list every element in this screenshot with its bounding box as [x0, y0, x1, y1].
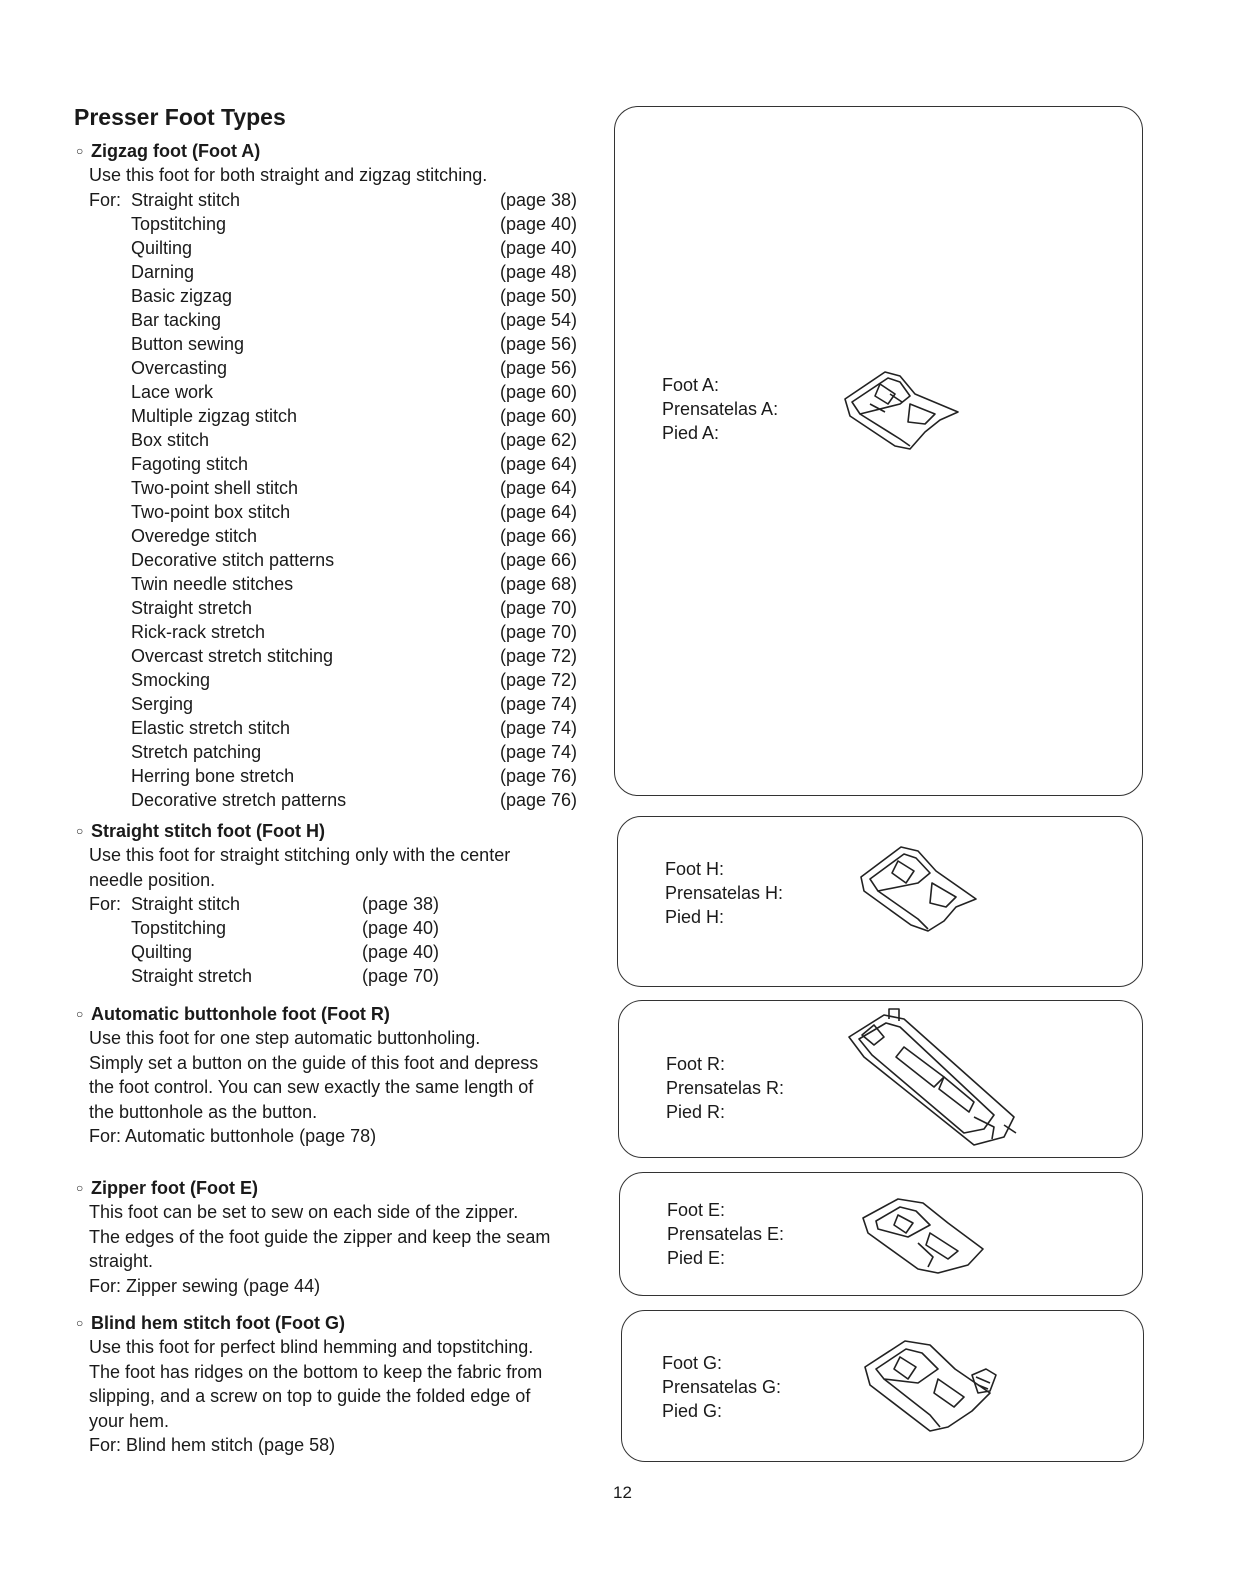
- item-name: Straight stretch: [131, 597, 253, 618]
- item-page: (page 56): [500, 357, 578, 378]
- section-description: slipping, and a screw on top to guide the folded edge of: [89, 1386, 531, 1406]
- item-name: Topstitching: [131, 213, 227, 234]
- item-page: (page 72): [500, 669, 578, 690]
- item-page: (page 62): [500, 429, 578, 450]
- item-name: Stretch patching: [131, 741, 262, 762]
- list-item: [89, 428, 614, 452]
- item-name: Bar tacking: [131, 309, 222, 330]
- for-label: [89, 644, 131, 668]
- for-label: [89, 380, 131, 404]
- list-item: [89, 788, 614, 812]
- page-title: Presser Foot Types: [74, 104, 286, 130]
- item-page: (page 60): [500, 405, 578, 426]
- item-name: Serging: [131, 693, 194, 714]
- section-description: Use this foot for straight stitching only with the center: [89, 845, 511, 865]
- list-item: [89, 476, 614, 500]
- zipper-foot-e-icon: [858, 1193, 988, 1277]
- for-label: [89, 620, 131, 644]
- foot-r-box: [618, 1000, 1143, 1158]
- for-label: [89, 964, 131, 988]
- item-page: (page 74): [500, 741, 578, 762]
- for-label: [89, 404, 131, 428]
- section-title: ○ Blind hem stitch foot (Foot G): [76, 1313, 345, 1333]
- item-page: (page 38): [362, 894, 440, 914]
- item-page: (page 68): [500, 573, 578, 594]
- section-description: The edges of the foot guide the zipper and keep the seam: [89, 1226, 551, 1247]
- section-title: ○ Automatic buttonhole foot (Foot R): [76, 1004, 390, 1024]
- item-page: (page 40): [362, 918, 440, 938]
- section-description: For: Automatic buttonhole (page 78): [89, 1126, 377, 1146]
- item-page: (page 74): [500, 693, 578, 714]
- item-page: (page 74): [500, 717, 578, 738]
- list-item: [89, 940, 614, 964]
- item-page: (page 56): [500, 333, 578, 354]
- bullet-icon: ○: [76, 1181, 84, 1195]
- item-name: Decorative stitch patterns: [131, 549, 335, 570]
- usage-list: [89, 892, 614, 988]
- list-item: [89, 916, 614, 940]
- list-item: [89, 356, 614, 380]
- item-name: Box stitch: [131, 429, 210, 450]
- list-item: [89, 332, 614, 356]
- item-name: Straight stretch: [131, 966, 253, 986]
- item-name: Lace work: [131, 381, 214, 402]
- item-page: (page 50): [500, 285, 578, 306]
- foot-labels: Foot G: Prensatelas G: Pied G:: [662, 1353, 782, 1421]
- for-label: [89, 940, 131, 964]
- item-name: Overcast stretch stitching: [131, 645, 334, 666]
- section-title: ○ Zipper foot (Foot E): [76, 1178, 258, 1198]
- item-name: Twin needle stitches: [131, 573, 294, 594]
- item-page: (page 70): [500, 621, 578, 642]
- section-title: ○ Zigzag foot (Foot A): [76, 141, 261, 161]
- list-item: [89, 716, 614, 740]
- foot-a-box: [614, 106, 1143, 796]
- section-description: Use this foot for one step automatic buttonholing.: [89, 1028, 481, 1048]
- list-item: [89, 740, 614, 764]
- list-item: [89, 260, 614, 284]
- for-label: [89, 548, 131, 572]
- list-item: [89, 764, 614, 788]
- item-name: Overedge stitch: [131, 525, 258, 546]
- section-description: Use this foot for both straight and zigzag stitching.: [89, 165, 488, 185]
- item-page: (page 70): [500, 597, 578, 618]
- for-label: For:: [89, 894, 122, 914]
- for-label: [89, 428, 131, 452]
- buttonhole-foot-r-icon: [844, 1007, 1024, 1147]
- item-name: Two-point shell stitch: [131, 477, 299, 498]
- item-name: Basic zigzag: [131, 285, 233, 306]
- item-page: (page 40): [362, 942, 440, 962]
- list-item: [89, 668, 614, 692]
- bullet-icon: ○: [76, 1316, 84, 1330]
- bullet-icon: ○: [76, 824, 84, 838]
- list-item: [89, 964, 614, 988]
- item-page: (page 76): [500, 789, 578, 810]
- section-description: Use this foot for perfect blind hemming and topstitching.: [89, 1337, 534, 1357]
- item-page: (page 70): [362, 966, 440, 986]
- for-label: [89, 572, 131, 596]
- section-zigzag-foot: [74, 139, 614, 812]
- zigzag-foot-a-icon: [840, 364, 965, 454]
- item-page: (page 64): [500, 453, 578, 474]
- for-label: [89, 284, 131, 308]
- section-description: For: Zipper sewing (page 44): [89, 1275, 321, 1296]
- list-item: [89, 380, 614, 404]
- for-label: [89, 916, 131, 940]
- for-label: For:: [89, 189, 122, 210]
- item-name: Darning: [131, 261, 195, 282]
- item-page: (page 72): [500, 645, 578, 666]
- section-straight-stitch-foot: [74, 819, 614, 988]
- item-name: Straight stitch: [131, 189, 241, 210]
- item-page: (page 40): [500, 213, 578, 234]
- item-name: Smocking: [131, 669, 211, 690]
- item-page: (page 64): [500, 501, 578, 522]
- list-item: [89, 692, 614, 716]
- for-label: [89, 500, 131, 524]
- foot-labels: Foot A: Prensatelas A: Pied A:: [662, 375, 779, 443]
- for-label: [89, 692, 131, 716]
- section-description: the foot control. You can sew exactly the same length of: [89, 1077, 534, 1097]
- for-label: [89, 332, 131, 356]
- list-item: [89, 892, 614, 916]
- foot-labels: Foot H: Prensatelas H: Pied H:: [665, 859, 784, 927]
- item-page: (page 60): [500, 381, 578, 402]
- item-name: Fagoting stitch: [131, 453, 249, 474]
- bullet-icon: ○: [76, 1007, 84, 1021]
- list-item: [89, 644, 614, 668]
- item-page: (page 54): [500, 309, 578, 330]
- item-name: Quilting: [131, 237, 193, 258]
- item-page: (page 48): [500, 261, 578, 282]
- section-description: This foot can be set to sew on each side of the zipper.: [89, 1202, 519, 1222]
- item-page: (page 40): [500, 237, 578, 258]
- section-description: straight.: [89, 1251, 154, 1271]
- item-name: Topstitching: [131, 918, 227, 938]
- item-page: (page 64): [500, 477, 578, 498]
- list-item: [89, 524, 614, 548]
- for-label: [89, 596, 131, 620]
- list-item: [89, 308, 614, 332]
- for-label: [89, 308, 131, 332]
- for-label: [89, 524, 131, 548]
- list-item: [89, 188, 614, 212]
- section-zipper-foot: [74, 1176, 614, 1298]
- page-number: 12: [613, 1483, 632, 1502]
- list-item: [89, 236, 614, 260]
- bullet-icon: ○: [76, 144, 84, 158]
- list-item: [89, 404, 614, 428]
- section-blind-hem-foot: [74, 1311, 614, 1458]
- for-label: [89, 356, 131, 380]
- foot-e-box: [619, 1172, 1143, 1296]
- for-label: [89, 212, 131, 236]
- item-name: Quilting: [131, 942, 193, 962]
- item-page: (page 76): [500, 765, 578, 786]
- section-description: The foot has ridges on the bottom to keep the fabric from: [89, 1361, 543, 1382]
- list-item: [89, 548, 614, 572]
- section-buttonhole-foot: [74, 1002, 614, 1149]
- item-name: Straight stitch: [131, 894, 241, 914]
- section-title: ○ Straight stitch foot (Foot H): [76, 821, 325, 841]
- section-description: needle position.: [89, 869, 216, 890]
- item-name: Rick-rack stretch: [131, 621, 266, 642]
- for-label: [89, 788, 131, 812]
- list-item: [89, 500, 614, 524]
- list-item: [89, 620, 614, 644]
- item-name: Button sewing: [131, 333, 245, 354]
- foot-h-box: [617, 816, 1143, 987]
- item-name: Multiple zigzag stitch: [131, 405, 298, 426]
- section-description: the buttonhole as the button.: [89, 1101, 318, 1122]
- for-label: [89, 740, 131, 764]
- item-name: Herring bone stretch: [131, 765, 295, 786]
- item-name: Two-point box stitch: [131, 501, 291, 522]
- foot-labels: Foot E: Prensatelas E: Pied E:: [667, 1200, 785, 1268]
- for-label: [89, 764, 131, 788]
- foot-g-box: [621, 1310, 1144, 1462]
- blind-hem-foot-g-icon: [860, 1335, 1005, 1435]
- list-item: [89, 572, 614, 596]
- for-label: [89, 260, 131, 284]
- item-name: Decorative stretch patterns: [131, 789, 347, 810]
- section-description: Simply set a button on the guide of this foot and depress: [89, 1052, 539, 1073]
- list-item: [89, 452, 614, 476]
- straight-stitch-foot-h-icon: [856, 839, 981, 935]
- usage-list: [89, 188, 614, 812]
- for-label: [89, 452, 131, 476]
- list-item: [89, 596, 614, 620]
- item-name: Overcasting: [131, 357, 228, 378]
- section-description: For: Blind hem stitch (page 58): [89, 1435, 336, 1455]
- item-page: (page 66): [500, 525, 578, 546]
- list-item: [89, 284, 614, 308]
- for-label: [89, 476, 131, 500]
- foot-labels: Foot R: Prensatelas R: Pied R:: [666, 1054, 785, 1122]
- for-label: [89, 668, 131, 692]
- section-description: your hem.: [89, 1410, 170, 1431]
- for-label: [89, 716, 131, 740]
- for-label: [89, 236, 131, 260]
- item-page: (page 38): [500, 189, 578, 210]
- item-page: (page 66): [500, 549, 578, 570]
- item-name: Elastic stretch stitch: [131, 717, 291, 738]
- list-item: [89, 212, 614, 236]
